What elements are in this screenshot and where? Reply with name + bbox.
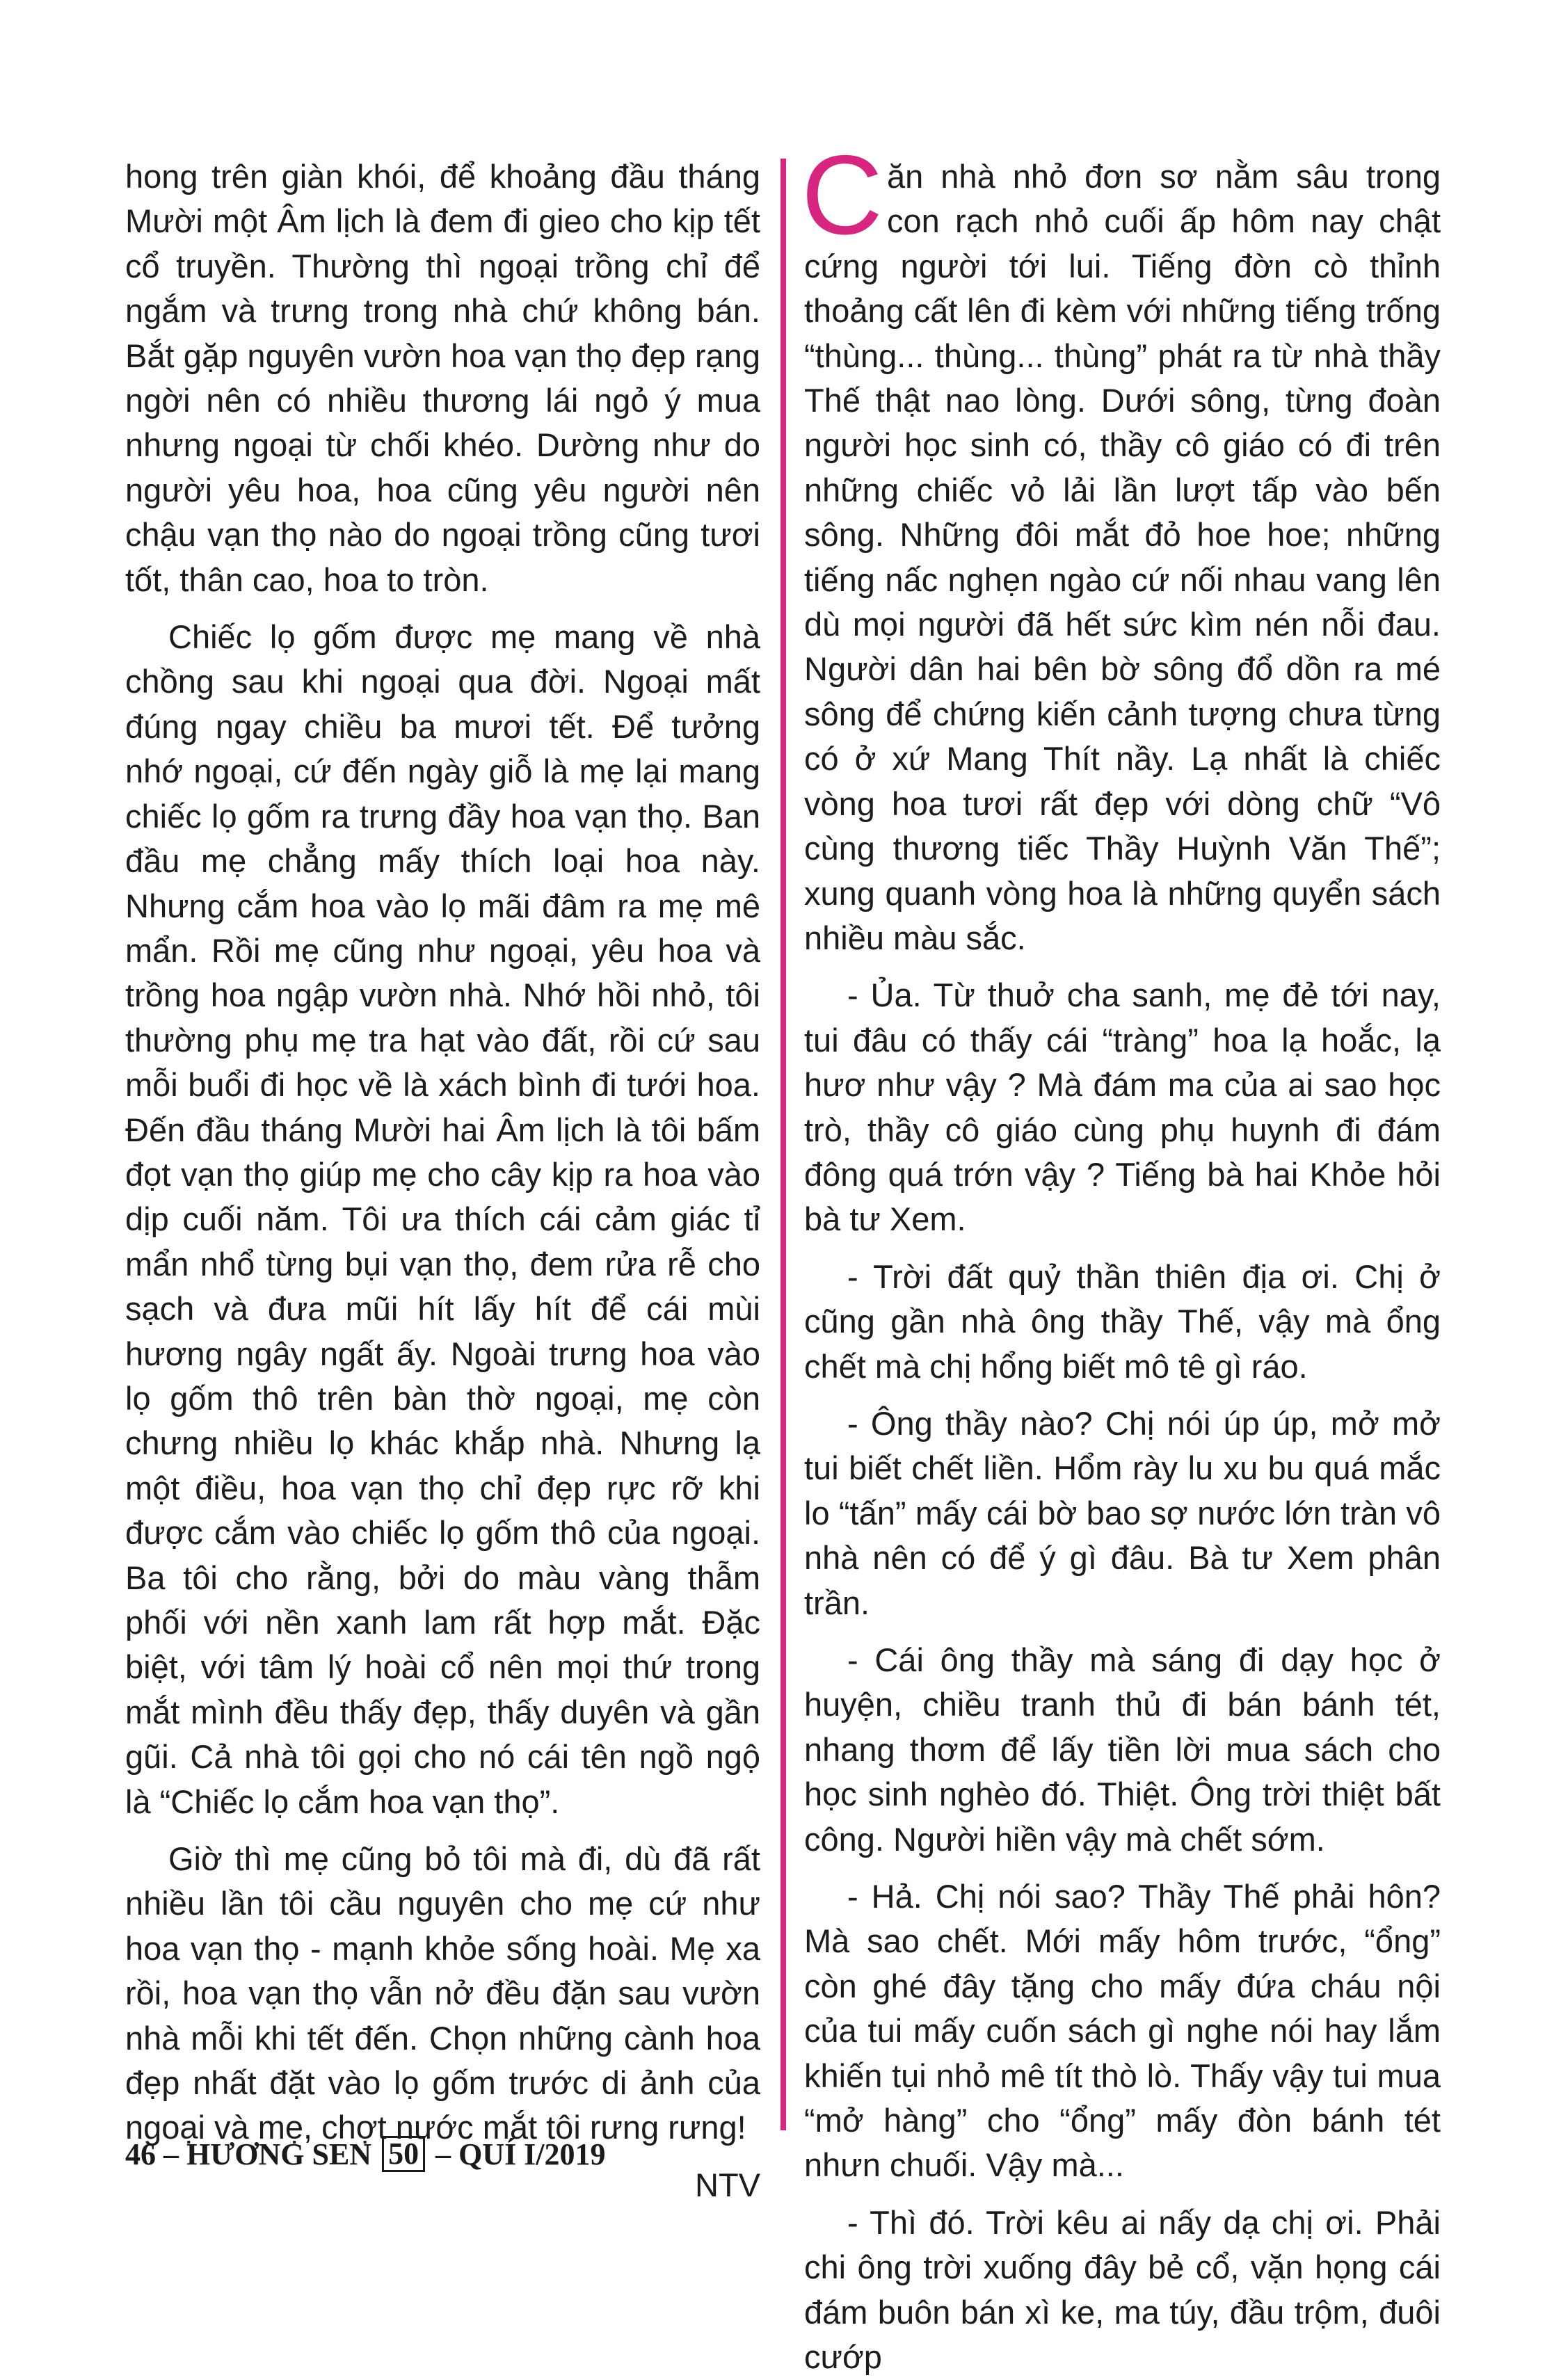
dialogue-paragraph: - Ông thầy nào? Chị nói úp úp, mở mở tui biết chết liền. Hổm rày lu xu bu quá mắc lo “tấn” mấy cái bờ bao sợ nước lớn tràn vô nhà nên có để ý gì đâu. Bà tư Xem phân trần. [804, 1404, 1441, 1621]
drop-cap: C [801, 132, 883, 258]
issue-date: – QUÍ I/2019 [428, 2137, 606, 2171]
paragraph: Chiếc lọ gốm được mẹ mang về nhà chồng sau khi ngoại qua đời. Ngoại mất đúng ngay chiều ba mươi tết. Để tưởng nhớ ngoại, cứ đến ngày giỗ là mẹ lại mang chiếc lọ gốm ra trưng đầy hoa vạn thọ. Ban đầu mẹ chẳng mấy thích loại hoa này. Nhưng cắm hoa vào lọ mãi đâm ra mẹ mê mẩn. Rồi mẹ cũng như ngoại, yêu hoa và trồng hoa ngập vườn nhà. Nhớ hồi nhỏ, tôi thường phụ mẹ tra hạt vào đất, rồi cứ sau mỗi buổi đi học về là xách bình đi tưới hoa. Đến đầu tháng Mười hai Âm lịch là tôi bấm đọt vạn thọ giúp mẹ cho cây kịp ra hoa vào dịp cuối năm. Tôi ưa thích cái cảm giác tỉ mẩn nhổ từng bụi vạn thọ, đem rửa rễ cho sạch và đưa mũi hít lấy hít để cái mùi hương ngây ngất ấy. Ngoài trưng hoa vào lọ gốm thô trên bàn thờ ngoại, mẹ còn chưng nhiều lọ khác khắp nhà. Nhưng lạ một điều, hoa vạn thọ chỉ đẹp rực rỡ khi được cắm vào chiếc lọ gốm thô của ngoại. Ba tôi cho rằng, bởi do màu vàng thẫm phối với nền xanh lam rất hợp mắt. Đặc biệt, với tâm lý hoài cổ nên mọi thứ trong mắt mình đều thấy đẹp, thấy duyên và gần gũi. Cả nhà tôi gọi cho nó cái tên ngồ ngộ là “Chiếc lọ cắm hoa vạn thọ”. [125, 618, 760, 1820]
opening-paragraph [801, 132, 1441, 960]
dialogue-paragraph: - Thì đó. Trời kêu ai nấy dạ chị ơi. Phải chi ông trời xuống đây bẻ cổ, vặn họng cái đám buôn bán xì ke, ma túy, đầu trộm, đuôi cướp [804, 2203, 1441, 2376]
page-number: 46 [125, 2137, 156, 2171]
issue-number: 50 [382, 2136, 425, 2172]
right-column [801, 132, 1441, 2380]
opening-paragraph-text: ăn nhà nhỏ đơn sơ nằm sâu trong con rạch nhỏ cuối ấp hôm nay chật cứng người tới lui. Tiếng đờn cò thỉnh thoảng cất lên đi kèm với những tiếng trống “thùng... thùng... thùng” phát ra từ nhà thầy Thế thật nao lòng. Dưới sông, từng đoàn người học sinh có, thầy cô giáo có đi trên những chiếc vỏ lải lần lượt tấp vào bến sông. Những đôi mắt đỏ hoe hoe; những tiếng nấc nghẹn ngào cứ nối nhau vang lên dù mọi người đã hết sức kìm nén nỗi đau. Người dân hai bên bờ sông đổ dồn ra mé sông để chứng kiến cảnh tượng chưa từng có ở xứ Mang Thít nầy. Lạ nhất là chiếc vòng hoa tươi rất đẹp với dòng chữ “Vô cùng thương tiếc Thầy Huỳnh Văn Thế”; xung quanh vòng hoa là những quyển sách nhiều màu sắc. [804, 158, 1441, 956]
page-footer [125, 2130, 606, 2178]
paragraph: Giờ thì mẹ cũng bỏ tôi mà đi, dù đã rất nhiều lần tôi cầu nguyên cho mẹ cứ như hoa vạn thọ - mạnh khỏe sống hoài. Mẹ xa rồi, hoa vạn thọ vẫn nở đều đặn sau vườn nhà mỗi khi tết đến. Chọn những cành hoa đẹp nhất đặt vào lọ gốm trước di ảnh của ngoại và mẹ, chợt nước mắt tôi rưng rưng! [125, 1840, 760, 2146]
dialogue-paragraph: - Cái ông thầy mà sáng đi dạy học ở huyện, chiều tranh thủ đi bán bánh tét, nhang thơm để lấy tiền lời mua sách cho học sinh nghèo đó. Thiệt. Ông trời thiệt bất công. Người hiền vậy mà chết sớm. [804, 1641, 1441, 1858]
dialogue-paragraph: - Hả. Chị nói sao? Thầy Thế phải hôn? Mà sao chết. Mới mấy hôm trước, “ổng” còn ghé đây tặng cho mấy đứa cháu nội của tui mấy cuốn sách gì nghe nói hay lắm khiến tụi nhỏ mê tít thò lò. Thấy vậy tui mua “mở hàng” cho “ổng” mấy đòn bánh tét nhưn chuối. Vậy mà... [804, 1878, 1441, 2184]
column-divider [780, 159, 786, 2130]
dialogue-paragraph: - Trời đất quỷ thần thiên địa ơi. Chị ở cũng gần nhà ông thầy Thế, vậy mà ổng chết mà chị hổng biết mô tê gì ráo. [804, 1257, 1441, 1385]
dialogue-paragraph: - Ủa. Từ thuở cha sanh, mẹ đẻ tới nay, tui đâu có thấy cái “tràng” hoa lạ hoắc, lạ hươ như vậy ? Mà đám ma của ai sao học trò, thầy cô giáo cùng phụ huynh đi đám đông quá trớn vậy ? Tiếng bà hai Khỏe hỏi bà tư Xem. [804, 976, 1441, 1238]
author-signature: NTV [695, 2166, 760, 2203]
paragraph: hong trên giàn khói, để khoảng đầu tháng Mười một Âm lịch là đem đi gieo cho kịp tết cổ truyền. Thường thì ngoại trồng chỉ để ngắm và trưng trong nhà chứ không bán. Bắt gặp nguyên vườn hoa vạn thọ đẹp rạng ngời nên có nhiều thương lái ngỏ ý mua nhưng ngoại từ chối khéo. Dường như do người yêu hoa, hoa cũng yêu người nên chậu vạn thọ nào do ngoại trồng cũng tươi tốt, thân cao, hoa to tròn. [125, 158, 760, 598]
left-column [125, 154, 760, 2208]
magazine-title: – HƯƠNG SEN [156, 2137, 380, 2171]
